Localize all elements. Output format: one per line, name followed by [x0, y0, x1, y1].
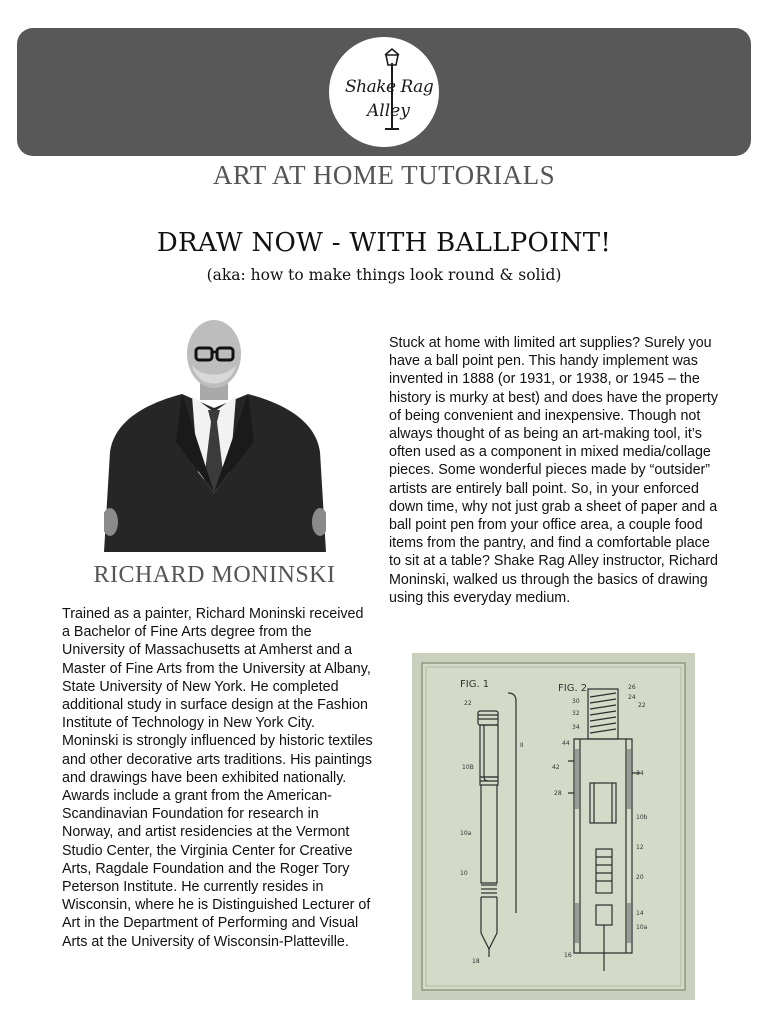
fig2-ref: 10a: [636, 924, 648, 931]
fig2-ref: 20: [636, 874, 644, 881]
fig1-ref: 22: [464, 700, 472, 707]
ballpoint-patent-illustration: [412, 653, 695, 1000]
fig2-ref: 34: [572, 724, 580, 731]
fig2-ref: 32: [572, 710, 580, 717]
fig2-ref: 24: [628, 694, 636, 701]
fig1-ref: II: [520, 742, 524, 749]
series-title: ART AT HOME TUTORIALS: [212, 160, 556, 190]
bio-paragraph: Moninski is strongly influenced by historic textiles and other decorative arts traditions. His paintings and drawings have been exhibited nationally. Awards include a grant from the American-Scandinavian Foundation for research in Norway, and artist residencies at the Vermont Studio Center, the Virginia Center for Creative Arts, Ragdale Foundation and the Roger Tory Peterson Institute. He currently resides in Wisconsin, where he is Distinguished Lecturer of Art in the Department of Performing and Visual Arts at the University of Wisconsin-Platteville.: [62, 733, 373, 950]
logo-line1: Shake Rag: [345, 77, 434, 97]
author-photo: [104, 312, 326, 552]
intro-text: Stuck at home with limited art supplies? Surely you have a ball point pen. This handy implement was invented in 1888 (or 1931, or 1938, or 1945 – the history is murky at best) and does have the property of being convenient and inexpensive. Though not always thought of as being an art-making tool, it’s often used as a component in mixed media/collage pieces. Some wonderful pieces made by “outsider” artists are entirely ball point. So, in your enforced down time, why not just grab a sheet of paper and a ball point pen from your office area, a couple food items from the pantry, and find a comfortable place to sit at a table? Shake Rag Alley instructor, Richard Moninski, walked us through the basics of drawing using this everyday medium.: [389, 335, 719, 606]
fig1-ref: 10: [460, 870, 468, 877]
author-bio: [62, 605, 374, 951]
fig2-ref: 16: [564, 952, 572, 959]
fig2-ref: 26: [628, 684, 636, 691]
logo-line2: Alley: [367, 101, 410, 121]
shake-rag-alley-logo[interactable]: [329, 37, 439, 147]
fig2-ref: 28: [554, 790, 562, 797]
bio-paragraph: Trained as a painter, Richard Moninski received a Bachelor of Fine Arts degree from the University of Massachusetts at Amherst and a Master of Fine Arts from the University at Albany, State University of New York. He completed additional study in surface design at the Fashion Institute of Technology in New York City.: [62, 606, 371, 732]
fig1-label: FIG. 1: [460, 679, 490, 690]
fig2-label: FIG. 2: [558, 683, 588, 694]
fig2-ref: 22: [638, 702, 646, 709]
fig2-ref: 10b: [636, 814, 648, 821]
author-name: RICHARD MONINSKI: [93, 562, 336, 588]
fig1-ref: 10a: [460, 830, 472, 837]
fig2-ref: 34: [636, 770, 644, 777]
fig1-ref: 10B: [462, 764, 474, 771]
fig2-ref: 30: [572, 698, 580, 705]
fig2-ref: 14: [636, 910, 644, 917]
page-subtitle: (aka: how to make things look round & solid): [206, 266, 562, 284]
fig2-ref: 42: [552, 764, 560, 771]
fig2-ref: 44: [562, 740, 570, 747]
page-title: DRAW NOW - WITH BALLPOINT!: [156, 228, 612, 258]
fig1-ref: 18: [472, 958, 480, 965]
fig2-ref: 12: [636, 844, 644, 851]
